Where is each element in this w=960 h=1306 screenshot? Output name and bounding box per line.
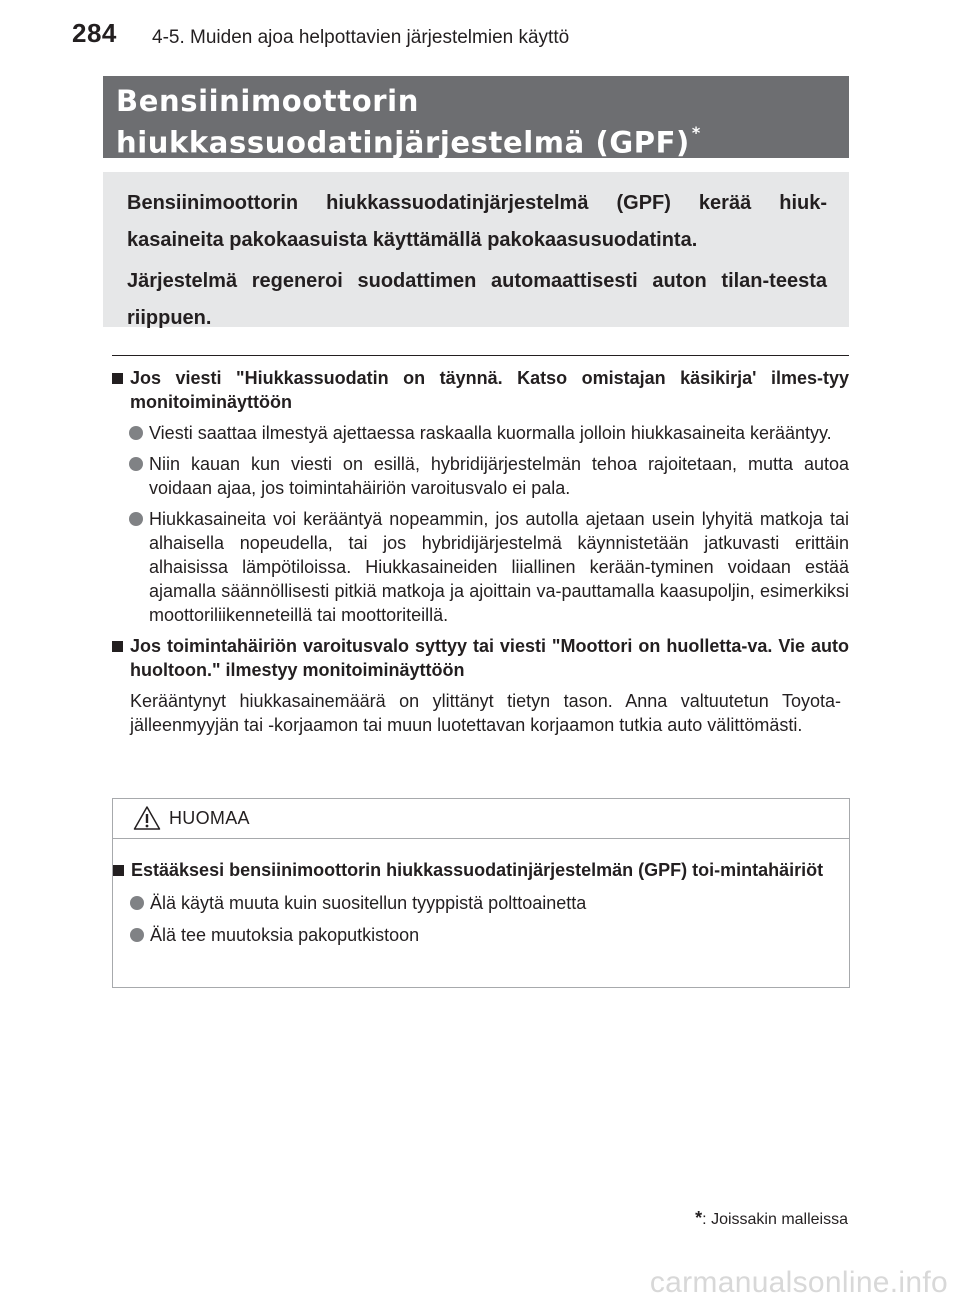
section-heading-text: Jos toimintahäiriön varoitusvalo syttyy tai viesti "Moottori on huolletta-va. Vie auto huoltoon." ilmestyy monitoiminäyttöön (130, 636, 849, 680)
footnote (695, 1208, 848, 1229)
list-item-text: Hiukkasaineita voi kerääntyä nopeammin, jos autolla ajetaan usein lyhyitä matkoja tai alhaisella nopeudella, tai jos hybridijärjestelmä käynnistetään jatkuvasti erittäin alhaisissa lämpötiloissa. Hiukkasaineiden liiallinen kerään-tyminen voidaan estää ajamalla säännöllisesti pitkiä matkoja ja ajoittain va-pauttamalla kaasupoljin, esimerkiksi moottoriliikenneteillä tai moottoriteillä. (149, 509, 849, 625)
list-item-text: Niin kauan kun viesti on esillä, hybridijärjestelmän tehoa rajoitetaan, mutta autoa voidaan ajaa, jos toimintahäiriön varoitusvalo ei pala. (149, 454, 849, 498)
square-bullet-icon (112, 641, 123, 652)
notice-box (112, 798, 850, 988)
notice-header (113, 799, 849, 839)
section-paragraph: Kerääntynyt hiukkasainemäärä on ylittänyt tietyn tason. Anna valtuutetun Toyota-jälleenmyyjän tai -korjaamon tai muun luotettavan korjaamon tutkia auto välittömästi. (130, 691, 841, 735)
intro-paragraph-1: Bensiinimoottorin hiukkassuodatinjärjestelmä (GPF) kerää hiuk-kasaineita pakokaasuista käyttämällä pakokaasusuodatinta. (127, 192, 827, 251)
divider-rule (112, 355, 849, 356)
list-item (112, 507, 849, 627)
notice-title: HUOMAA (169, 808, 250, 828)
title-line-1: Bensiinimoottorin (116, 84, 419, 118)
square-bullet-icon (112, 373, 123, 384)
list-item-text: Viesti saattaa ilmestyä ajettaessa raskaalla kuormalla jolloin hiukkasaineita kerääntyy. (149, 423, 832, 443)
round-bullet-icon (129, 426, 143, 440)
page-title (116, 84, 701, 161)
list-item (112, 452, 849, 500)
square-bullet-icon (113, 865, 124, 876)
chapter-title: 4-5. Muiden ajoa helpottavien järjestelmien käyttö (152, 27, 570, 48)
section-heading (112, 634, 849, 682)
title-banner (103, 76, 849, 158)
intro-box (103, 172, 849, 327)
footnote-text: : Joissakin malleissa (702, 1211, 848, 1228)
round-bullet-icon (129, 457, 143, 471)
section-heading-text: Estääksesi bensiinimoottorin hiukkassuodatinjärjestelmän (GPF) toi-mintahäiriöt (131, 860, 824, 880)
list-item (113, 891, 849, 915)
round-bullet-icon (129, 512, 143, 526)
list-item (113, 923, 849, 947)
section-heading (113, 858, 843, 882)
warning-triangle-icon (133, 805, 161, 836)
page-number: 284 (72, 18, 117, 48)
round-bullet-icon (130, 896, 144, 910)
notice-body (113, 858, 849, 955)
footnote-asterisk: * (695, 1208, 703, 1228)
main-content (112, 366, 849, 737)
title-line-2 (116, 119, 701, 161)
list-item-text: Älä käytä muuta kuin suositellun tyyppistä polttoainetta (150, 893, 587, 913)
intro-text (127, 185, 827, 341)
section-heading-text: Jos viesti "Hiukkassuodatin on täynnä. Katso omistajan käsikirja' ilmes-tyy monitoiminäyttöön (130, 368, 849, 412)
list-item-text: Älä tee muutoksia pakoputkistoon (150, 925, 420, 945)
title-line-2-text: hiukkassuodatinjärjestelmä (GPF) (116, 125, 690, 160)
watermark: carmanualsonline.info (649, 1266, 948, 1299)
list-item (112, 421, 849, 445)
round-bullet-icon (130, 928, 144, 942)
title-asterisk: * (691, 123, 701, 142)
section-heading (112, 366, 849, 414)
intro-paragraph-2: Järjestelmä regeneroi suodattimen automaattisesti auton tilan-teesta riippuen. (127, 270, 827, 329)
